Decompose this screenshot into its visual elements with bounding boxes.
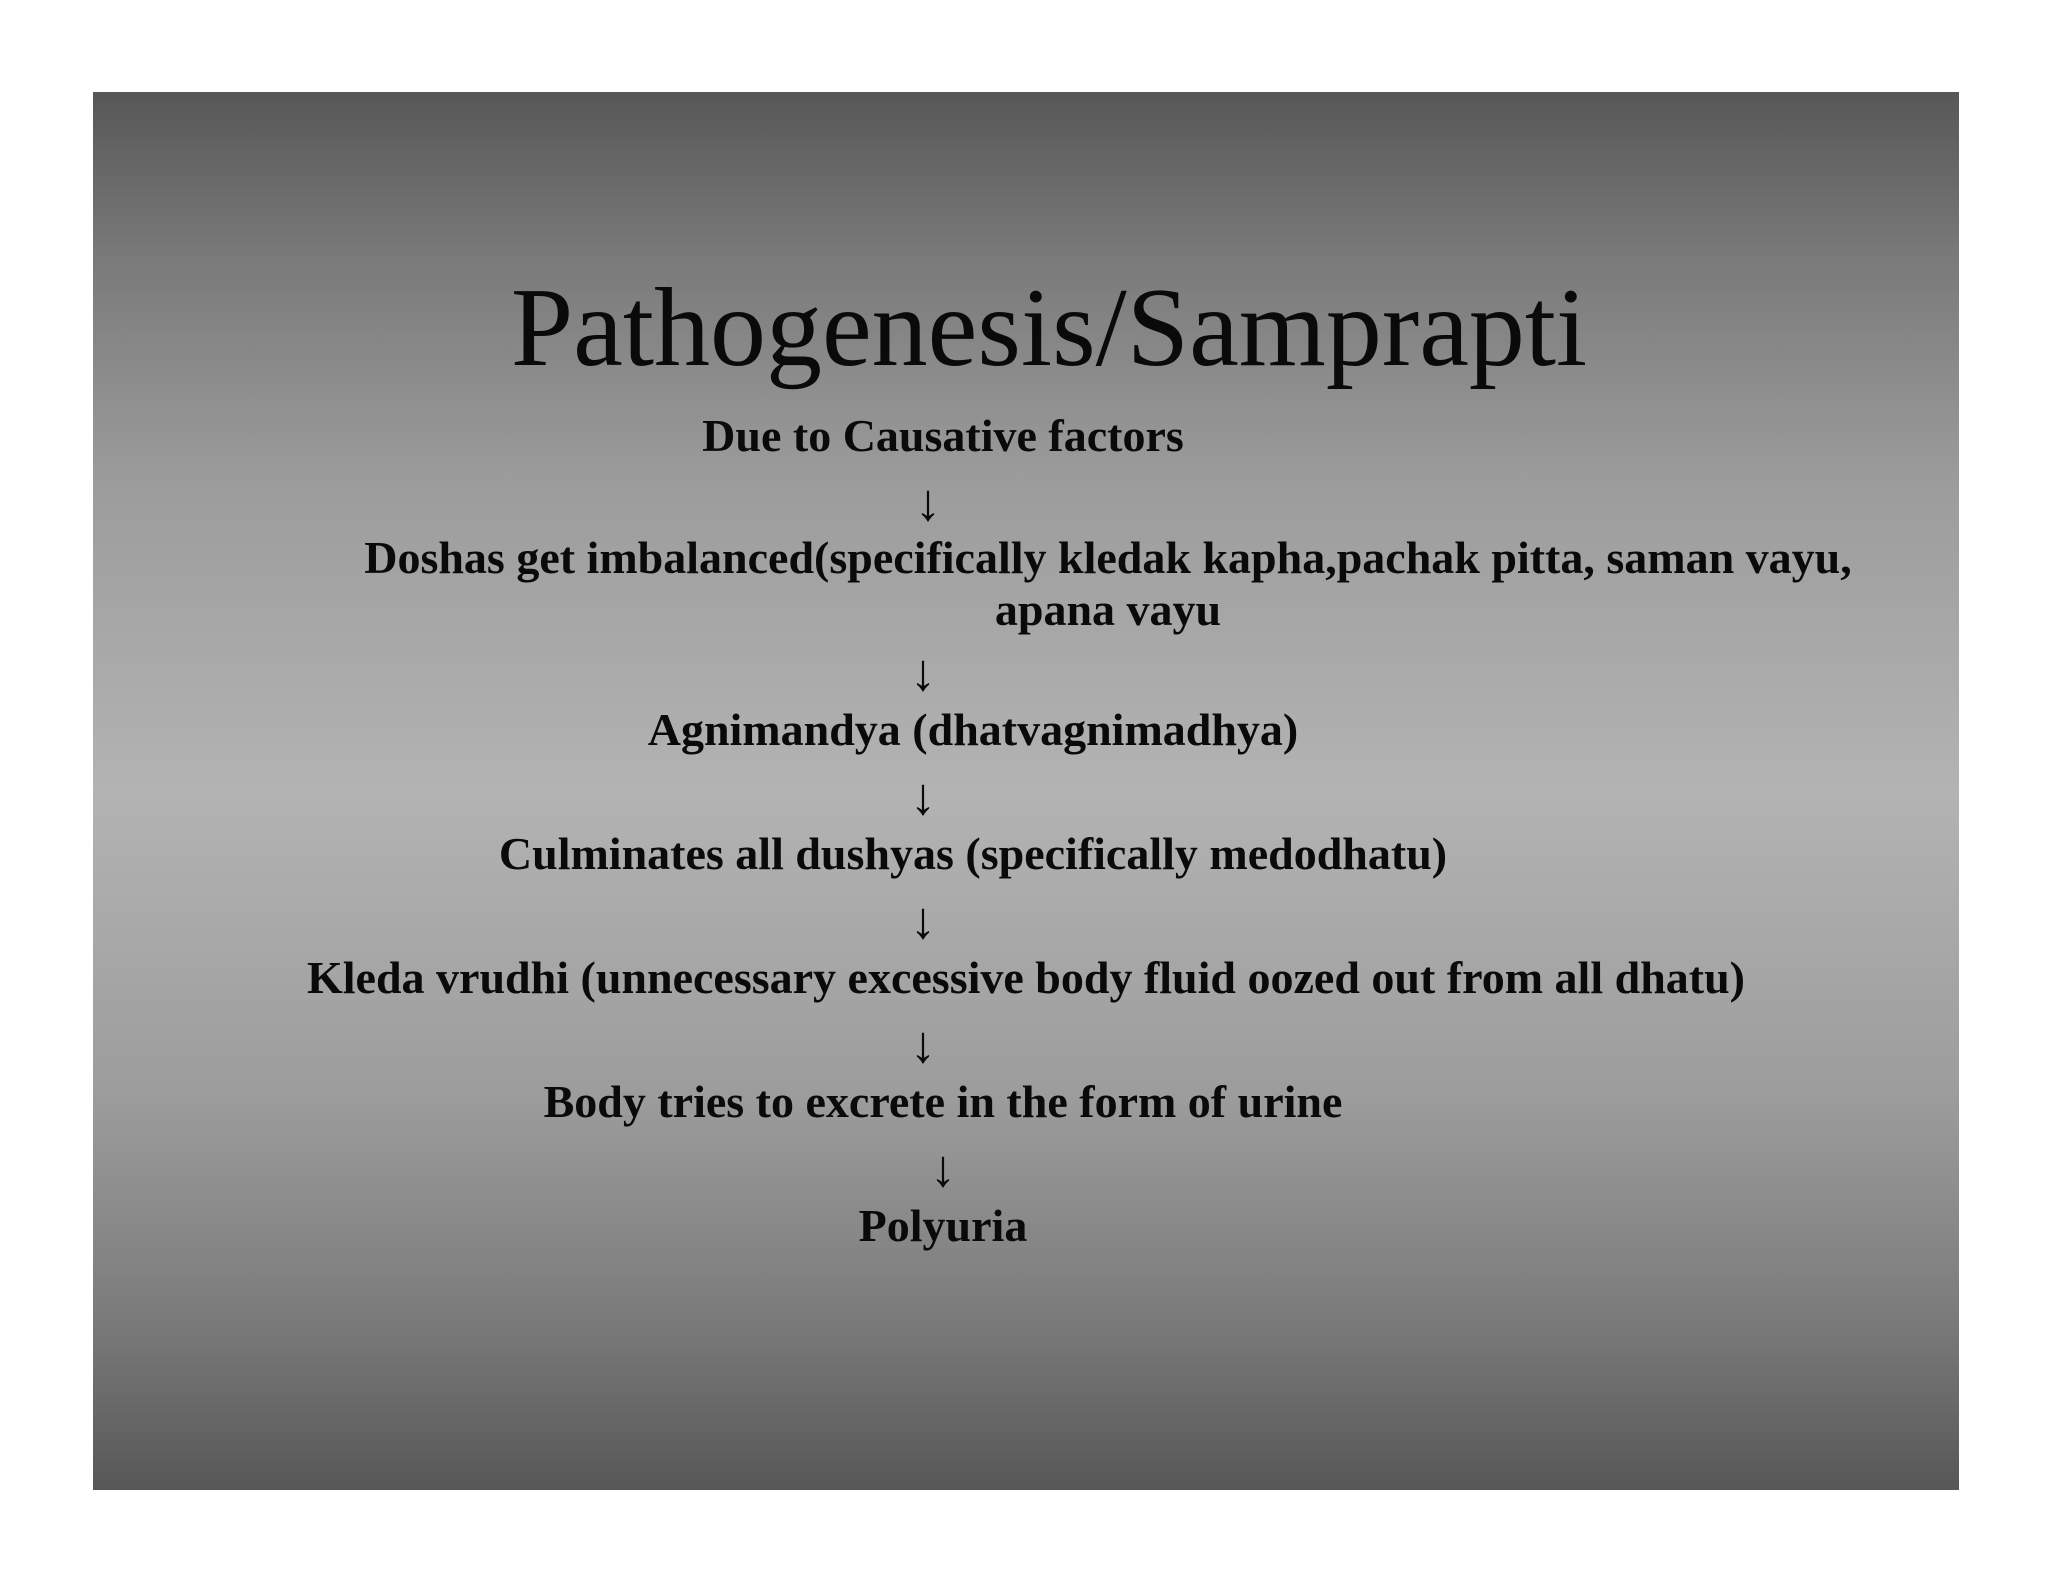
down-arrow-icon: ↓ xyxy=(910,1017,936,1074)
step-culminates-dushyas: Culminates all dushyas (specifically medodhatu) xyxy=(498,828,1448,879)
step-doshas-imbalanced: Doshas get imbalanced(specifically kledak kapha,pachak pitta, saman vayu, apana vayu xyxy=(364,532,1852,635)
step-excrete-urine: Body tries to excrete in the form of urine xyxy=(543,1076,1343,1127)
step-polyuria: Polyuria xyxy=(858,1200,1028,1251)
slide-title: Pathogenesis/Samprapti xyxy=(510,266,1588,390)
down-arrow-icon: ↓ xyxy=(910,769,936,826)
down-arrow-icon: ↓ xyxy=(915,475,941,532)
step-causative-factors: Due to Causative factors xyxy=(702,410,1184,461)
down-arrow-icon: ↓ xyxy=(910,645,936,702)
down-arrow-icon: ↓ xyxy=(930,1141,956,1198)
step-kleda-vrudhi: Kleda vrudhi (unnecessary excessive body fluid oozed out from all dhatu) xyxy=(307,952,1745,1003)
step-agnimandya: Agnimandya (dhatvagnimadhya) xyxy=(647,704,1299,755)
down-arrow-icon: ↓ xyxy=(910,893,936,950)
slide xyxy=(93,92,1959,1490)
